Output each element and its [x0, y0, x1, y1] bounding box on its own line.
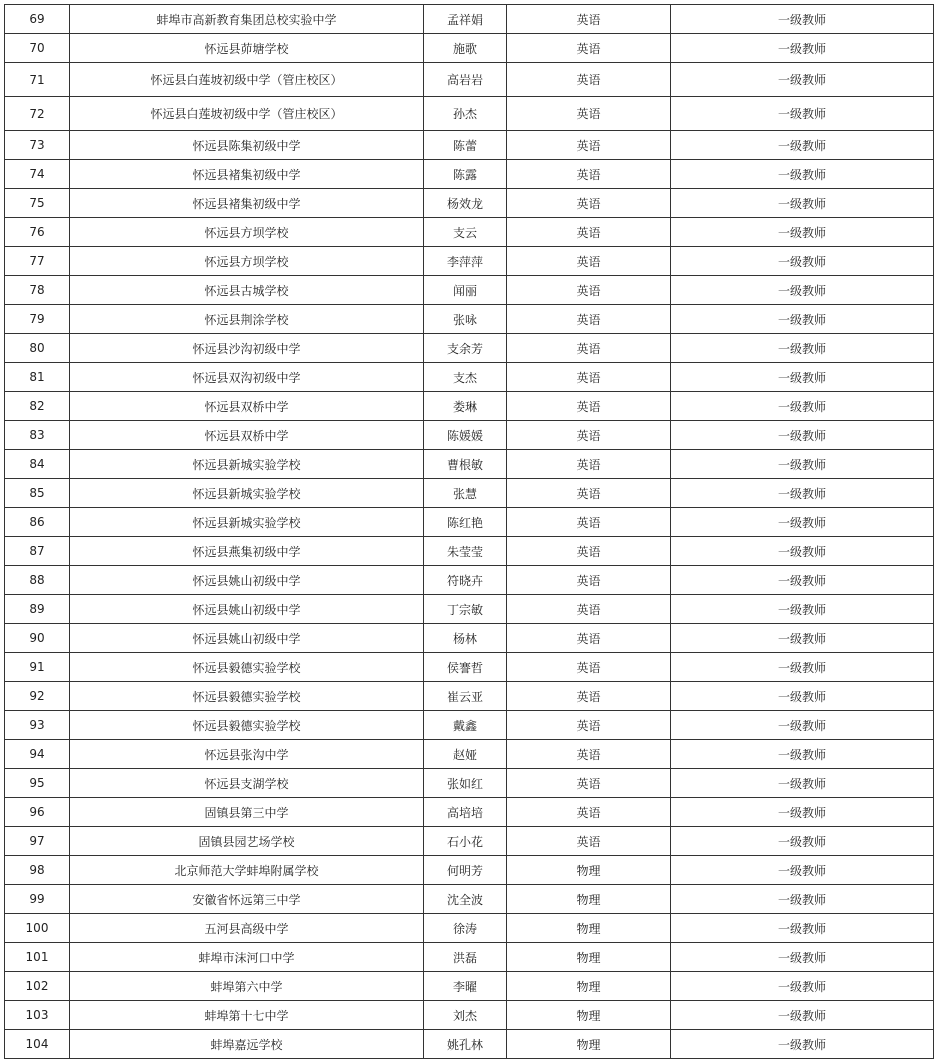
row-number-cell: 87	[5, 537, 70, 566]
teacher-name-cell: 丁宗敏	[424, 595, 507, 624]
subject-cell: 英语	[507, 34, 671, 63]
teacher-name-cell: 孙杰	[424, 97, 507, 131]
teacher-name-cell: 张如红	[424, 769, 507, 798]
school-cell: 怀远县双桥中学	[70, 392, 424, 421]
table-row	[5, 885, 934, 914]
teacher-name-cell: 杨效龙	[424, 189, 507, 218]
school-cell: 怀远县双桥中学	[70, 421, 424, 450]
school-cell: 怀远县方坝学校	[70, 218, 424, 247]
title-cell: 一级教师	[671, 97, 934, 131]
subject-cell: 英语	[507, 508, 671, 537]
subject-cell: 英语	[507, 537, 671, 566]
table-row	[5, 63, 934, 97]
table-row	[5, 624, 934, 653]
school-cell: 怀远县新城实验学校	[70, 508, 424, 537]
title-cell: 一级教师	[671, 653, 934, 682]
school-cell: 怀远县褚集初级中学	[70, 189, 424, 218]
table-row	[5, 740, 934, 769]
school-cell: 北京师范大学蚌埠附属学校	[70, 856, 424, 885]
subject-cell: 英语	[507, 189, 671, 218]
subject-cell: 英语	[507, 653, 671, 682]
table-row	[5, 34, 934, 63]
row-number-cell: 93	[5, 711, 70, 740]
table-row	[5, 160, 934, 189]
subject-cell: 英语	[507, 334, 671, 363]
title-cell: 一级教师	[671, 711, 934, 740]
title-cell: 一级教师	[671, 827, 934, 856]
table-row	[5, 537, 934, 566]
row-number-cell: 92	[5, 682, 70, 711]
row-number-cell: 101	[5, 943, 70, 972]
table-row	[5, 450, 934, 479]
title-cell: 一级教师	[671, 5, 934, 34]
row-number-cell: 70	[5, 34, 70, 63]
subject-cell: 英语	[507, 827, 671, 856]
teacher-name-cell: 陈红艳	[424, 508, 507, 537]
teacher-roster-table	[4, 4, 934, 1059]
title-cell: 一级教师	[671, 247, 934, 276]
title-cell: 一级教师	[671, 392, 934, 421]
table-row	[5, 943, 934, 972]
title-cell: 一级教师	[671, 624, 934, 653]
row-number-cell: 84	[5, 450, 70, 479]
row-number-cell: 102	[5, 972, 70, 1001]
subject-cell: 英语	[507, 566, 671, 595]
teacher-name-cell: 陈媛媛	[424, 421, 507, 450]
title-cell: 一级教师	[671, 450, 934, 479]
teacher-name-cell: 沈全波	[424, 885, 507, 914]
row-number-cell: 73	[5, 131, 70, 160]
teacher-name-cell: 支杰	[424, 363, 507, 392]
title-cell: 一级教师	[671, 1001, 934, 1030]
subject-cell: 英语	[507, 97, 671, 131]
row-number-cell: 95	[5, 769, 70, 798]
table-row	[5, 711, 934, 740]
teacher-name-cell: 赵娅	[424, 740, 507, 769]
title-cell: 一级教师	[671, 682, 934, 711]
table-row	[5, 682, 934, 711]
row-number-cell: 71	[5, 63, 70, 97]
school-cell: 怀远县毅德实验学校	[70, 653, 424, 682]
subject-cell: 英语	[507, 769, 671, 798]
school-cell: 怀远县毅德实验学校	[70, 711, 424, 740]
row-number-cell: 81	[5, 363, 70, 392]
row-number-cell: 96	[5, 798, 70, 827]
teacher-name-cell: 姚孔林	[424, 1030, 507, 1059]
subject-cell: 英语	[507, 798, 671, 827]
subject-cell: 英语	[507, 5, 671, 34]
school-cell: 怀远县张沟中学	[70, 740, 424, 769]
title-cell: 一级教师	[671, 131, 934, 160]
table-row	[5, 972, 934, 1001]
row-number-cell: 98	[5, 856, 70, 885]
school-cell: 固镇县第三中学	[70, 798, 424, 827]
table-row	[5, 508, 934, 537]
row-number-cell: 97	[5, 827, 70, 856]
school-cell: 怀远县燕集初级中学	[70, 537, 424, 566]
subject-cell: 英语	[507, 624, 671, 653]
school-cell: 安徽省怀远第三中学	[70, 885, 424, 914]
teacher-name-cell: 洪磊	[424, 943, 507, 972]
school-cell: 怀远县新城实验学校	[70, 479, 424, 508]
title-cell: 一级教师	[671, 218, 934, 247]
title-cell: 一级教师	[671, 508, 934, 537]
title-cell: 一级教师	[671, 740, 934, 769]
teacher-name-cell: 高培培	[424, 798, 507, 827]
teacher-name-cell: 支余芳	[424, 334, 507, 363]
table-row	[5, 305, 934, 334]
table-row	[5, 856, 934, 885]
school-cell: 怀远县白莲坡初级中学（管庄校区）	[70, 63, 424, 97]
teacher-name-cell: 陈露	[424, 160, 507, 189]
title-cell: 一级教师	[671, 34, 934, 63]
title-cell: 一级教师	[671, 798, 934, 827]
title-cell: 一级教师	[671, 63, 934, 97]
teacher-name-cell: 崔云亚	[424, 682, 507, 711]
row-number-cell: 103	[5, 1001, 70, 1030]
school-cell: 蚌埠第十七中学	[70, 1001, 424, 1030]
school-cell: 怀远县毅德实验学校	[70, 682, 424, 711]
school-cell: 怀远县褚集初级中学	[70, 160, 424, 189]
row-number-cell: 100	[5, 914, 70, 943]
subject-cell: 物理	[507, 914, 671, 943]
row-number-cell: 69	[5, 5, 70, 34]
subject-cell: 英语	[507, 160, 671, 189]
roster-body	[5, 5, 934, 1059]
table-row	[5, 595, 934, 624]
teacher-name-cell: 高岩岩	[424, 63, 507, 97]
title-cell: 一级教师	[671, 334, 934, 363]
subject-cell: 物理	[507, 1030, 671, 1059]
subject-cell: 英语	[507, 276, 671, 305]
table-row	[5, 363, 934, 392]
title-cell: 一级教师	[671, 856, 934, 885]
table-row	[5, 566, 934, 595]
subject-cell: 英语	[507, 421, 671, 450]
table-row	[5, 769, 934, 798]
subject-cell: 英语	[507, 740, 671, 769]
row-number-cell: 88	[5, 566, 70, 595]
table-row	[5, 189, 934, 218]
row-number-cell: 74	[5, 160, 70, 189]
row-number-cell: 76	[5, 218, 70, 247]
table-row	[5, 5, 934, 34]
title-cell: 一级教师	[671, 914, 934, 943]
subject-cell: 物理	[507, 943, 671, 972]
subject-cell: 英语	[507, 63, 671, 97]
teacher-name-cell: 支云	[424, 218, 507, 247]
teacher-name-cell: 李萍萍	[424, 247, 507, 276]
table-row	[5, 131, 934, 160]
row-number-cell: 83	[5, 421, 70, 450]
row-number-cell: 80	[5, 334, 70, 363]
row-number-cell: 104	[5, 1030, 70, 1059]
row-number-cell: 85	[5, 479, 70, 508]
title-cell: 一级教师	[671, 769, 934, 798]
row-number-cell: 82	[5, 392, 70, 421]
subject-cell: 英语	[507, 218, 671, 247]
subject-cell: 英语	[507, 363, 671, 392]
row-number-cell: 94	[5, 740, 70, 769]
school-cell: 蚌埠市沫河口中学	[70, 943, 424, 972]
title-cell: 一级教师	[671, 885, 934, 914]
school-cell: 怀远县陈集初级中学	[70, 131, 424, 160]
teacher-name-cell: 张咏	[424, 305, 507, 334]
school-cell: 怀远县茆塘学校	[70, 34, 424, 63]
title-cell: 一级教师	[671, 537, 934, 566]
table-row	[5, 392, 934, 421]
subject-cell: 英语	[507, 392, 671, 421]
title-cell: 一级教师	[671, 421, 934, 450]
title-cell: 一级教师	[671, 943, 934, 972]
school-cell: 怀远县姚山初级中学	[70, 595, 424, 624]
title-cell: 一级教师	[671, 479, 934, 508]
subject-cell: 物理	[507, 885, 671, 914]
title-cell: 一级教师	[671, 363, 934, 392]
school-cell: 怀远县新城实验学校	[70, 450, 424, 479]
school-cell: 蚌埠第六中学	[70, 972, 424, 1001]
school-cell: 怀远县沙沟初级中学	[70, 334, 424, 363]
school-cell: 蚌埠嘉远学校	[70, 1030, 424, 1059]
title-cell: 一级教师	[671, 189, 934, 218]
title-cell: 一级教师	[671, 305, 934, 334]
row-number-cell: 89	[5, 595, 70, 624]
subject-cell: 英语	[507, 247, 671, 276]
row-number-cell: 72	[5, 97, 70, 131]
subject-cell: 物理	[507, 972, 671, 1001]
table-row	[5, 1001, 934, 1030]
teacher-name-cell: 石小花	[424, 827, 507, 856]
table-row	[5, 914, 934, 943]
teacher-name-cell: 杨林	[424, 624, 507, 653]
title-cell: 一级教师	[671, 276, 934, 305]
title-cell: 一级教师	[671, 595, 934, 624]
table-row	[5, 653, 934, 682]
teacher-name-cell: 侯謇哲	[424, 653, 507, 682]
teacher-name-cell: 施歌	[424, 34, 507, 63]
row-number-cell: 90	[5, 624, 70, 653]
school-cell: 怀远县姚山初级中学	[70, 566, 424, 595]
subject-cell: 物理	[507, 856, 671, 885]
row-number-cell: 79	[5, 305, 70, 334]
subject-cell: 英语	[507, 450, 671, 479]
table-row	[5, 276, 934, 305]
title-cell: 一级教师	[671, 1030, 934, 1059]
school-cell: 怀远县古城学校	[70, 276, 424, 305]
title-cell: 一级教师	[671, 566, 934, 595]
row-number-cell: 77	[5, 247, 70, 276]
row-number-cell: 86	[5, 508, 70, 537]
teacher-name-cell: 符晓卉	[424, 566, 507, 595]
teacher-name-cell: 李曜	[424, 972, 507, 1001]
subject-cell: 英语	[507, 711, 671, 740]
school-cell: 怀远县方坝学校	[70, 247, 424, 276]
table-row	[5, 798, 934, 827]
table-row	[5, 827, 934, 856]
teacher-name-cell: 朱莹莹	[424, 537, 507, 566]
subject-cell: 英语	[507, 682, 671, 711]
subject-cell: 英语	[507, 131, 671, 160]
table-row	[5, 218, 934, 247]
subject-cell: 物理	[507, 1001, 671, 1030]
teacher-name-cell: 娄琳	[424, 392, 507, 421]
teacher-name-cell: 何明芳	[424, 856, 507, 885]
school-cell: 怀远县双沟初级中学	[70, 363, 424, 392]
school-cell: 怀远县白莲坡初级中学（管庄校区）	[70, 97, 424, 131]
table-row	[5, 247, 934, 276]
table-row	[5, 479, 934, 508]
school-cell: 怀远县支湖学校	[70, 769, 424, 798]
teacher-name-cell: 孟祥娟	[424, 5, 507, 34]
table-row	[5, 334, 934, 363]
teacher-name-cell: 徐涛	[424, 914, 507, 943]
title-cell: 一级教师	[671, 972, 934, 1001]
table-row	[5, 1030, 934, 1059]
table-row	[5, 421, 934, 450]
teacher-name-cell: 张慧	[424, 479, 507, 508]
school-cell: 蚌埠市高新教育集团总校实验中学	[70, 5, 424, 34]
subject-cell: 英语	[507, 595, 671, 624]
title-cell: 一级教师	[671, 160, 934, 189]
row-number-cell: 75	[5, 189, 70, 218]
teacher-name-cell: 刘杰	[424, 1001, 507, 1030]
row-number-cell: 78	[5, 276, 70, 305]
school-cell: 怀远县荆涂学校	[70, 305, 424, 334]
subject-cell: 英语	[507, 305, 671, 334]
subject-cell: 英语	[507, 479, 671, 508]
row-number-cell: 91	[5, 653, 70, 682]
row-number-cell: 99	[5, 885, 70, 914]
teacher-name-cell: 曹根敏	[424, 450, 507, 479]
school-cell: 怀远县姚山初级中学	[70, 624, 424, 653]
teacher-name-cell: 戴鑫	[424, 711, 507, 740]
teacher-name-cell: 闻丽	[424, 276, 507, 305]
school-cell: 固镇县园艺场学校	[70, 827, 424, 856]
table-row	[5, 97, 934, 131]
teacher-name-cell: 陈蕾	[424, 131, 507, 160]
school-cell: 五河县高级中学	[70, 914, 424, 943]
